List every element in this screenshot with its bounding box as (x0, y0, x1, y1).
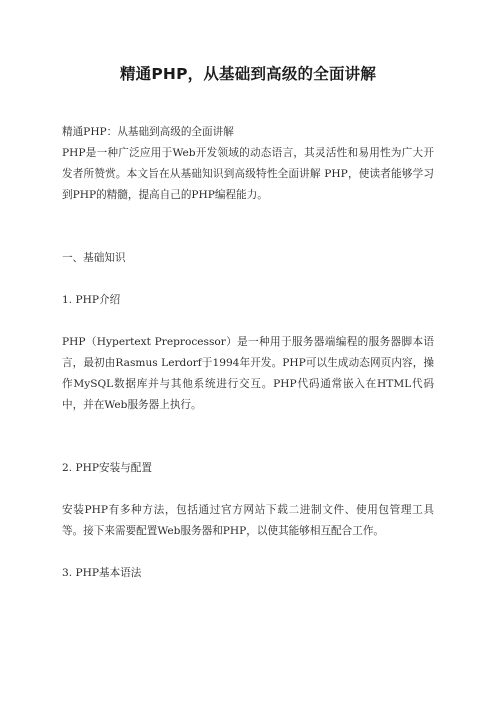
intro-paragraph: PHP是一种广泛应用于Web开发领域的动态语言，其灵活性和易用性为广大开发者所赞赏。本文旨在从基础知识到高级特性全面讲解 PHP，使读者能够学习到PHP的精髓，提高自己的PHP编程能力。 (62, 147, 434, 201)
document-title: 精通PHP，从基础到高级的全面讲解 (119, 65, 377, 83)
heading-install-config: 2. PHP安装与配置 (62, 462, 152, 474)
php-intro-paragraph: PHP（Hypertext Preprocessor）是一种用于服务器端编程的服务器脚本语言，最初由Rasmus Lerdorf于1994年开发。PHP可以生成动态网页内容，操作MySQL数据库并与其他系统进行交互。PHP代码通常嵌入在HTML代码中，并在Web服务器上执行。 (62, 336, 434, 411)
heading-php-intro: 1. PHP介绍 (62, 294, 121, 306)
document-subtitle: 精通PHP：从基础到高级的全面讲解 (62, 126, 234, 138)
heading-basic-syntax: 3. PHP基本语法 (62, 567, 142, 579)
section-heading-basics: 一、基础知识 (62, 252, 126, 264)
install-config-paragraph: 安装PHP有多种方法，包括通过官方网站下载二进制文件、使用包管理工具等。接下来需要配置Web服务器和PHP，以使其能够相互配合工作。 (62, 504, 434, 537)
